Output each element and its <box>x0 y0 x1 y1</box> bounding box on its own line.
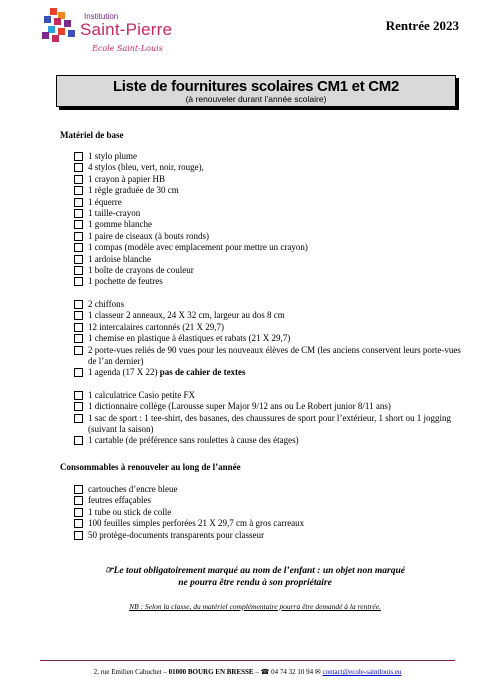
checkbox[interactable] <box>74 186 83 195</box>
nb-note: NB : Selon la classe, du matériel complémentaire pourra être demandé à la rentrée. <box>129 602 381 611</box>
checkbox[interactable] <box>74 232 83 241</box>
school-logo <box>40 6 180 60</box>
list-item: 1 pochette de feutres <box>74 276 464 287</box>
list-item-agenda: 1 agenda (17 X 22) pas de cahier de textes <box>74 367 464 378</box>
checkbox[interactable] <box>74 311 83 320</box>
checkbox[interactable] <box>74 220 83 229</box>
checkbox[interactable] <box>74 152 83 161</box>
list-item: 2 chiffons <box>74 299 464 310</box>
checkbox[interactable] <box>74 508 83 517</box>
page-title: Liste de fournitures scolaires CM1 et CM2 <box>112 78 400 95</box>
base-supplies-list <box>74 151 464 447</box>
list-item: 1 calculatrice Casio petite FX <box>74 390 464 401</box>
checkbox[interactable] <box>74 496 83 505</box>
list-item: 1 compas (modèle avec emplacement pour mettre un crayon) <box>74 242 464 253</box>
list-item: 1 sac de sport : 1 tee-shirt, des basanes, des chaussures de sport pour l’extérieur, 1 short ou 1 jogging (suivant la saison) <box>74 413 464 436</box>
checkbox[interactable] <box>74 519 83 528</box>
list-item: 1 taille-crayon <box>74 208 464 219</box>
title-box <box>56 75 456 107</box>
checkbox[interactable] <box>74 277 83 286</box>
base-group-2 <box>74 299 464 379</box>
list-item: 12 intercalaires cartonnés (21 X 29,7) <box>74 322 464 333</box>
warning-note <box>60 565 450 589</box>
page-subtitle: (à renouveler durant l’année scolaire) <box>185 94 327 104</box>
list-item: 1 gomme blanche <box>74 219 464 230</box>
list-item: 4 stylos (bleu, vert, noir, rouge), <box>74 162 464 173</box>
mail-icon: ✉ <box>314 668 321 676</box>
checkbox[interactable] <box>74 485 83 494</box>
checkbox[interactable] <box>74 243 83 252</box>
checkbox[interactable] <box>74 436 83 445</box>
list-item: 1 boîte de crayons de couleur <box>74 265 464 276</box>
footer-divider <box>40 660 455 661</box>
section-heading-consumables: Consommables à renouveler au long de l’année <box>60 462 241 472</box>
logo-subtitle: Ecole Saint-Louis <box>92 44 163 53</box>
logo-school-name: Saint-Pierre <box>80 20 173 39</box>
footer-email-link[interactable]: contact@ecole-saintlouis.eu <box>322 668 402 676</box>
list-item: 1 paire de ciseaux (à bouts ronds) <box>74 231 464 242</box>
section-heading-base: Matériel de base <box>60 130 124 140</box>
checkbox[interactable] <box>74 209 83 218</box>
checkbox[interactable] <box>74 334 83 343</box>
list-item: 1 ardoise blanche <box>74 254 464 265</box>
checkbox[interactable] <box>74 266 83 275</box>
checkbox[interactable] <box>74 175 83 184</box>
list-item: 100 feuilles simples perforées 21 X 29,7 cm à gros carreaux <box>74 518 464 529</box>
footer <box>40 668 455 676</box>
logo-mosaic-icon <box>40 6 76 42</box>
list-item: 1 cartable (de préférence sans roulettes à cause des étages) <box>74 435 464 446</box>
list-item: 1 chemise en plastique à élastiques et rabats (21 X 29,7) <box>74 333 464 344</box>
list-item: 1 tube ou stick de colle <box>74 507 464 518</box>
checkbox[interactable] <box>74 163 83 172</box>
checkbox[interactable] <box>74 323 83 332</box>
list-item: 1 classeur 2 anneaux, 24 X 32 cm, largeur au dos 8 cm <box>74 310 464 321</box>
list-item: 2 porte-vues reliés de 90 vues pour les nouveaux élèves de CM (les anciens conservent leurs porte-vues de l’an dernier) <box>74 345 464 368</box>
checkbox[interactable] <box>74 531 83 540</box>
base-group-1 <box>74 151 464 288</box>
warning-line-1: Le tout obligatoirement marqué au nom de l’enfant : un objet non marqué <box>113 566 405 576</box>
school-year: Rentrée 2023 <box>385 18 459 33</box>
logo-institution-text: Institution <box>84 12 119 21</box>
list-item: cartouches d’encre bleue <box>74 484 464 495</box>
base-group-3 <box>74 390 464 447</box>
list-item: 50 protège-documents transparents pour classeur <box>74 530 464 541</box>
checkbox[interactable] <box>74 414 83 423</box>
checkbox[interactable] <box>74 198 83 207</box>
footer-city: 01000 BOURG EN BRESSE <box>168 668 254 676</box>
list-item: 1 crayon à papier HB <box>74 174 464 185</box>
pointing-hand-icon: ☞ <box>105 566 114 576</box>
checkbox[interactable] <box>74 391 83 400</box>
list-item: feutres effaçables <box>74 495 464 506</box>
consumables-list <box>74 484 464 541</box>
footer-address: 2, rue Emilien Cabuchet – <box>93 668 169 676</box>
list-item: 1 stylo plume <box>74 151 464 162</box>
checkbox[interactable] <box>74 300 83 309</box>
checkbox[interactable] <box>74 368 83 377</box>
checkbox[interactable] <box>74 346 83 355</box>
list-item: 1 règle graduée de 30 cm <box>74 185 464 196</box>
checkbox[interactable] <box>74 402 83 411</box>
checkbox[interactable] <box>74 255 83 264</box>
list-item: 1 dictionnaire collège (Larousse super Major 9/12 ans ou Le Robert junior 8/11 ans) <box>74 401 464 412</box>
footer-phone: – ☎ 04 74 32 10 94 <box>253 668 315 676</box>
warning-line-2: ne pourra être rendu à son propriétaire <box>178 578 332 588</box>
list-item: 1 équerre <box>74 197 464 208</box>
